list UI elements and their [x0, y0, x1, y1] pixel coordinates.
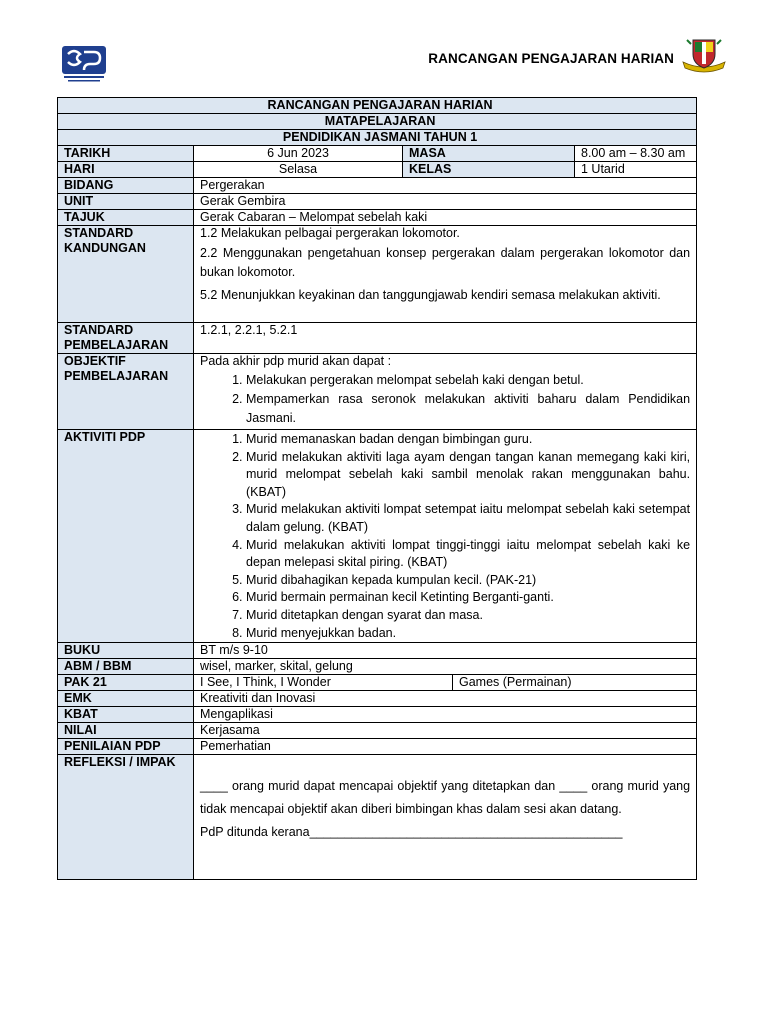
date-value: 6 Jun 2023: [194, 146, 403, 162]
learning-standard-value: 1.2.1, 2.2.1, 5.2.1: [194, 323, 697, 354]
content-standard-item: 2.2 Menggunakan pengetahuan konsep pergerakan dalam pergerakan lokomotor dan bukan lokomotor.: [200, 246, 691, 279]
time-value: 8.00 am – 8.30 am: [575, 146, 697, 162]
page-header-title: RANCANGAN PENGAJARAN HARIAN: [428, 51, 674, 66]
activity-cell: [194, 430, 697, 643]
kbat-label: KBAT: [58, 707, 194, 723]
content-standard-item: 5.2 Menunjukkan keyakinan dan tanggungjawab kendiri semasa melakukan aktiviti.: [200, 288, 661, 302]
assessment-label: PENILAIAN PDP: [58, 739, 194, 755]
field-label: BIDANG: [58, 178, 194, 194]
objective-item: 1. Melakukan pergerakan melompat sebelah kaki dengan betul.: [246, 371, 690, 390]
date-label: TARIKH: [58, 146, 194, 162]
subject-name: PENDIDIKAN JASMANI TAHUN 1: [58, 130, 697, 146]
reflection-postponed: PdP ditunda kerana_____________________________________________: [200, 825, 623, 840]
day-label: HARI: [58, 162, 194, 178]
reflection-text: ____ orang murid dapat mencapai objektif yang ditetapkan dan ____ orang murid yang tidak mencapai objektif akan diberi bimbingan khas dalam sesi akan datang.: [200, 779, 691, 817]
objective-list: [200, 371, 696, 428]
activity-item: 7. Murid ditetapkan dengan syarat dan masa.: [246, 607, 690, 625]
activity-item: 2. Murid melakukan aktiviti laga ayam dengan tangan kanan memegang kaki kiri, murid melompat sebelah kaki sambil menolak rakan menggunakan bahu. (KBAT): [246, 449, 690, 502]
lesson-plan-table: [57, 97, 697, 880]
pak21-label: PAK 21: [58, 675, 194, 691]
class-label: KELAS: [403, 162, 575, 178]
objective-item: 2. Mempamerkan rasa seronok melakukan aktiviti baharu dalam Pendidikan Jasmani.: [246, 390, 690, 428]
table-title: RANCANGAN PENGAJARAN HARIAN: [58, 98, 697, 114]
class-value: 1 Utarid: [575, 162, 697, 178]
ministry-logo-icon: [60, 44, 108, 84]
subject-heading: MATAPELAJARAN: [58, 114, 697, 130]
topic-label: TAJUK: [58, 210, 194, 226]
kbat-value: Mengaplikasi: [194, 707, 697, 723]
activity-item: 3. Murid melakukan aktiviti lompat setempat iaitu melompat sebelah kaki setempat dalam gelung. (KBAT): [246, 501, 690, 536]
time-label: MASA: [403, 146, 575, 162]
activity-label: AKTIVITI PDP: [58, 430, 194, 643]
content-standard-list: [194, 226, 697, 323]
school-crest-icon: [681, 36, 727, 76]
book-label: BUKU: [58, 643, 194, 659]
activity-item: 6. Murid bermain permainan kecil Ketinting Berganti-ganti.: [246, 589, 690, 607]
objective-label: OBJEKTIF PEMBELAJARAN: [58, 354, 194, 430]
learning-standard-label: STANDARD PEMBELAJARAN: [58, 323, 194, 354]
content-standard-label: STANDARD KANDUNGAN: [58, 226, 194, 323]
content-standard-item: 1.2 Melakukan pelbagai pergerakan lokomotor.: [200, 226, 460, 240]
pak21-value-2: Games (Permainan): [453, 675, 697, 691]
activity-list: [200, 431, 696, 642]
pak21-value-1: I See, I Think, I Wonder: [194, 675, 453, 691]
day-value: Selasa: [194, 162, 403, 178]
materials-value: wisel, marker, skital, gelung: [194, 659, 697, 675]
values-value: Kerjasama: [194, 723, 697, 739]
unit-label: UNIT: [58, 194, 194, 210]
values-label: NILAI: [58, 723, 194, 739]
activity-item: 1. Murid memanaskan badan dengan bimbingan guru.: [246, 431, 690, 449]
objective-cell: [194, 354, 697, 430]
activity-item: 8. Murid menyejukkan badan.: [246, 625, 690, 643]
topic-value: Gerak Cabaran – Melompat sebelah kaki: [194, 210, 697, 226]
unit-value: Gerak Gembira: [194, 194, 697, 210]
objective-intro: Pada akhir pdp murid akan dapat :: [200, 354, 392, 368]
reflection-label: REFLEKSI / IMPAK: [58, 755, 194, 880]
assessment-value: Pemerhatian: [194, 739, 697, 755]
activity-item: 5. Murid dibahagikan kepada kumpulan kecil. (PAK-21): [246, 572, 690, 590]
reflection-cell: [194, 755, 697, 880]
emk-value: Kreativiti dan Inovasi: [194, 691, 697, 707]
materials-label: ABM / BBM: [58, 659, 194, 675]
book-value: BT m/s 9-10: [194, 643, 697, 659]
emk-label: EMK: [58, 691, 194, 707]
activity-item: 4. Murid melakukan aktiviti lompat tinggi-tinggi iaitu melompat sebelah kaki ke depan melepasi skital piring. (KBAT): [246, 537, 690, 572]
field-value: Pergerakan: [194, 178, 697, 194]
